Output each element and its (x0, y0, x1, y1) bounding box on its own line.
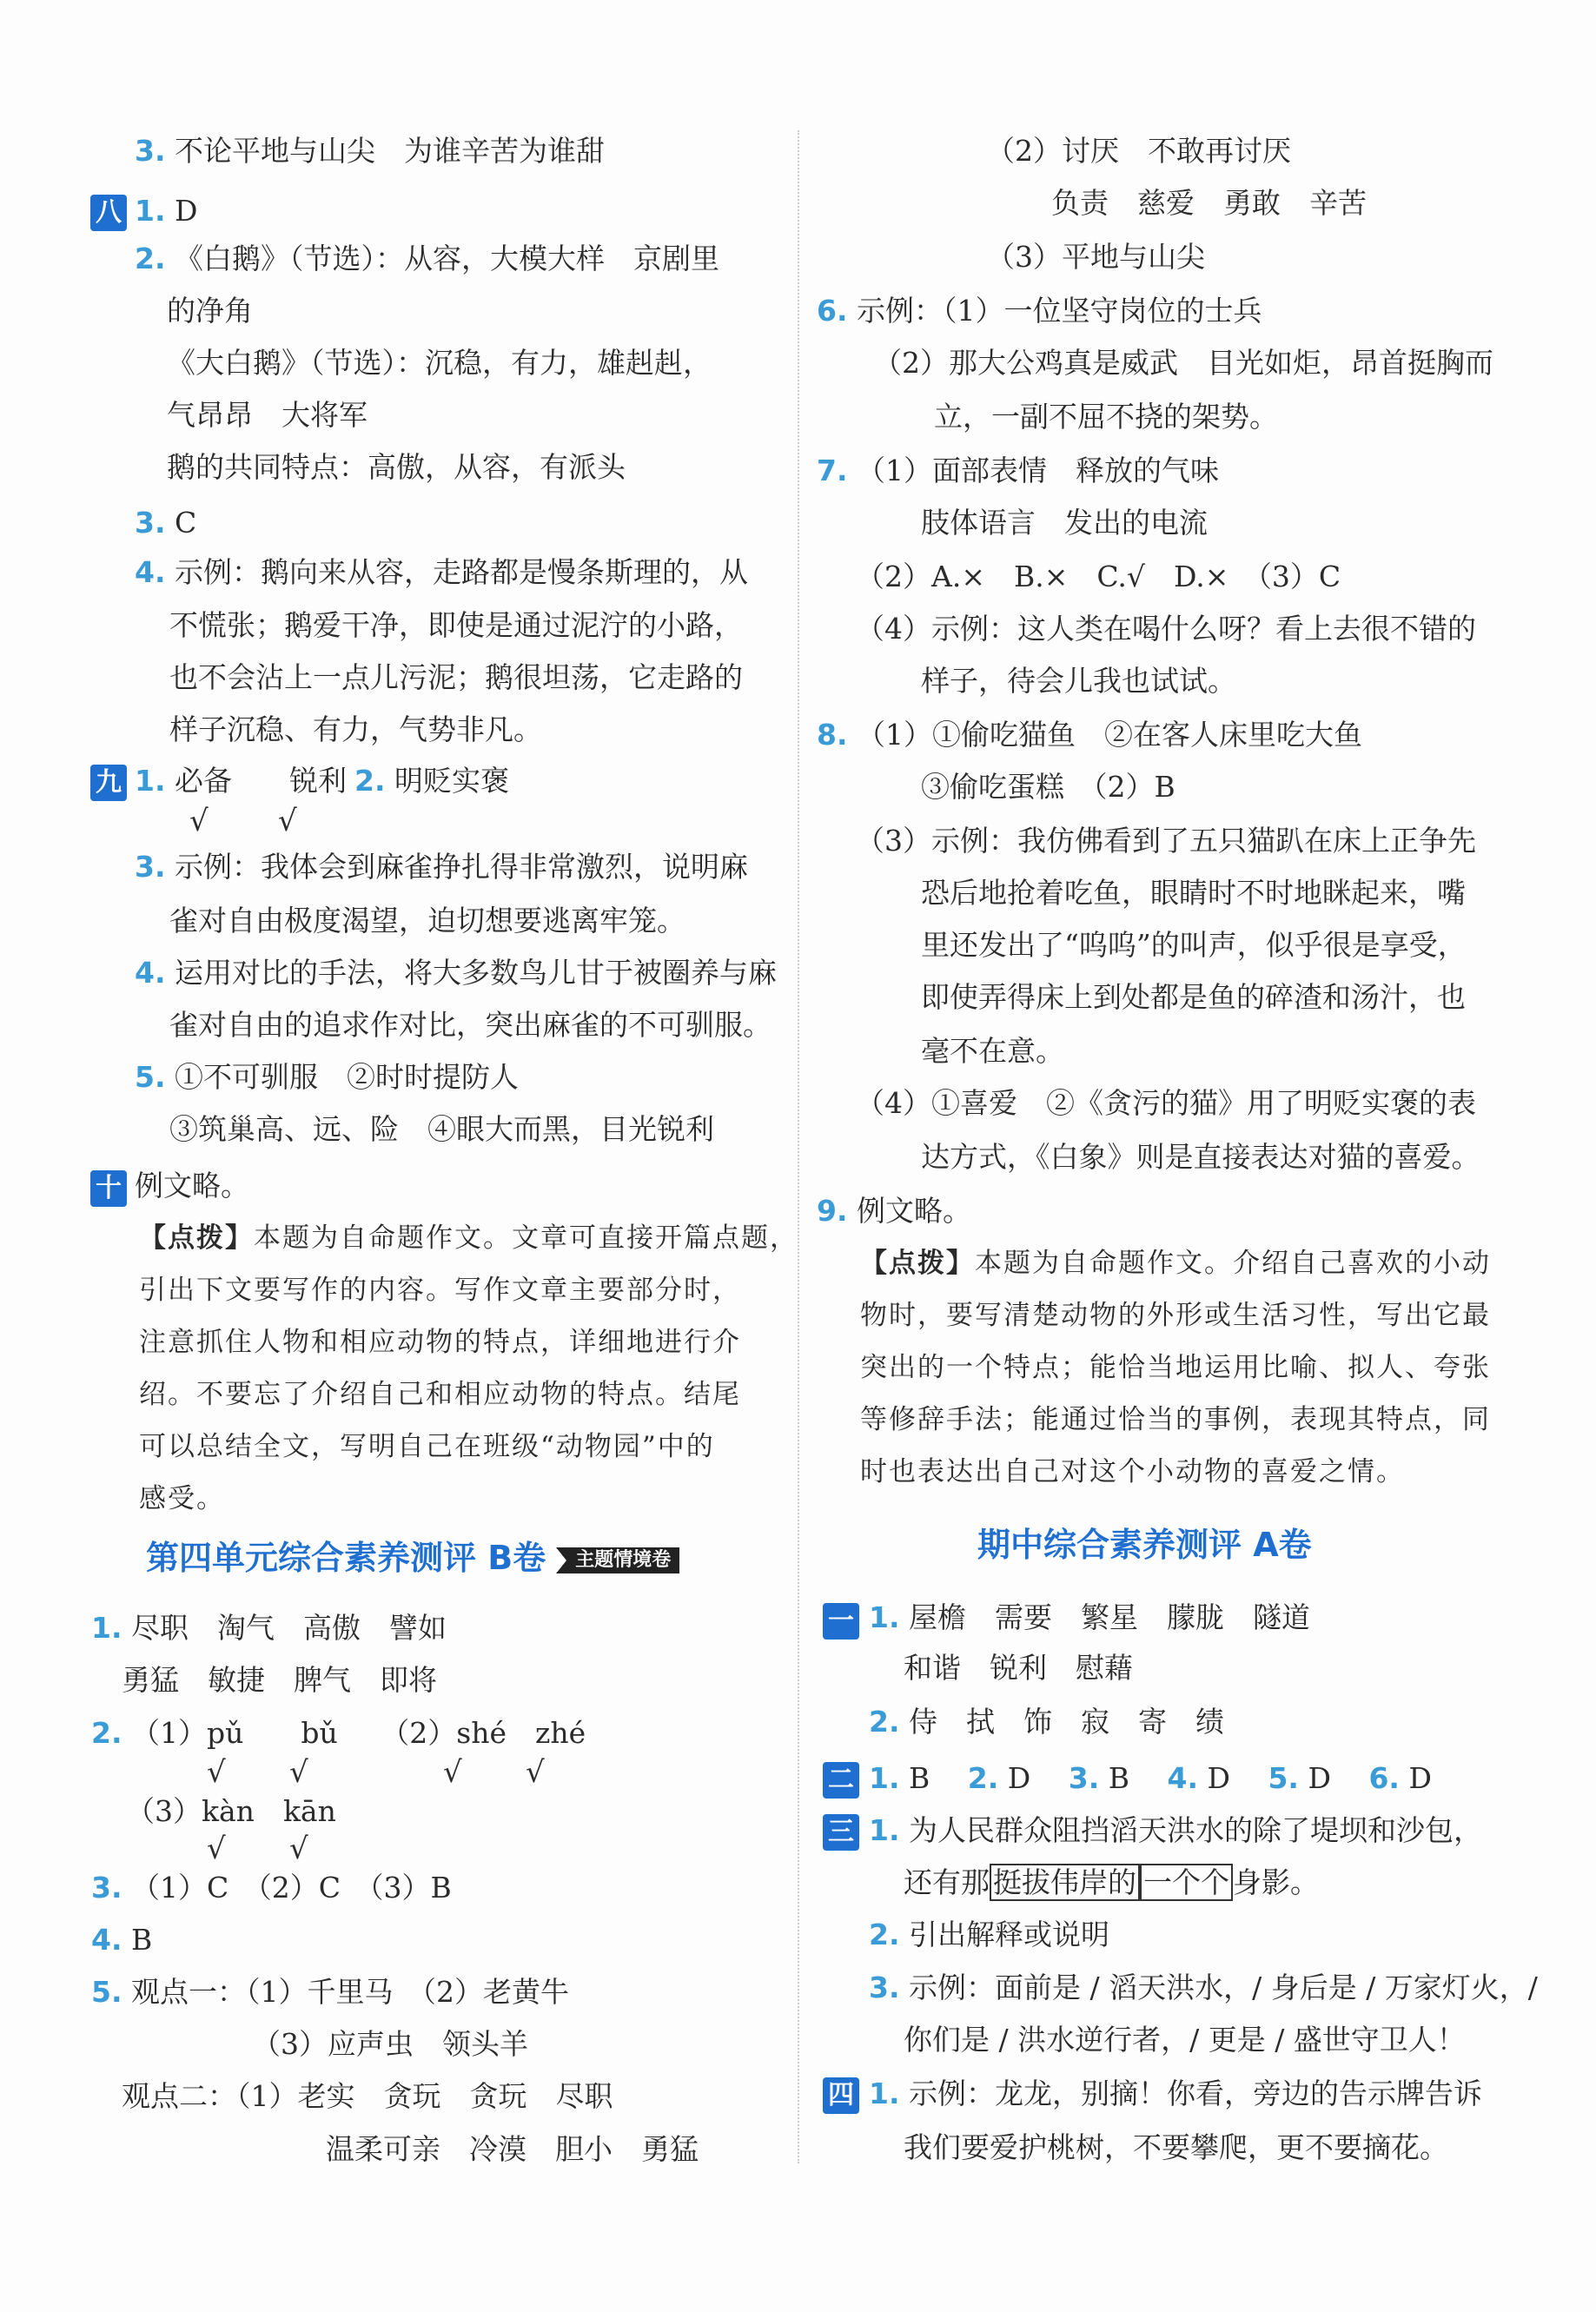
s10-tip-l2: 引出下文要写作的内容。写作文章主要部分时， (139, 1275, 741, 1306)
m-s4-q1-l2: 我们要爱护桃树，不要攀爬，更不要摘花。 (904, 2130, 1448, 2164)
section-badge-4: 四 (823, 2077, 859, 2114)
section-badge-10: 十 (90, 1170, 127, 1207)
r-q6-l1: 6. 示例：（1）一位坚守岗位的士兵 (817, 294, 1262, 328)
s10-tip-l3: 注意抓住人物和相应动物的特点，详细地进行介 (139, 1327, 741, 1358)
midterm-title: 期中综合素养测评 A卷 (977, 1526, 1312, 1564)
r-q8-l3: （3）示例：我仿佛看到了五只猫趴在床上正争先 (856, 824, 1476, 858)
unit4b-title: 第四单元综合素养测评 B卷 主题情境卷 (146, 1536, 679, 1580)
r-q6-l3: 立，一副不屈不挠的架势。 (934, 400, 1278, 434)
s10-tip-l5: 可以总结全文，写明自己在班级“动物园”中的 (139, 1431, 715, 1462)
s10-text: 例文略。 (135, 1169, 249, 1202)
theme-tag: 主题情境卷 (556, 1547, 679, 1573)
m-s1-q1-l1: 1. 屋檐 需要 繁星 朦胧 隧道 (869, 1600, 1310, 1634)
r-q8-l8: （4）①喜爱 ②《贪污的猫》用了明贬实褒的表 (856, 1086, 1476, 1120)
check-mark: √ (278, 804, 297, 838)
check-mark: √ (207, 1755, 226, 1790)
s8-q2-l1: 2. 《白鹅》（节选）：从容，大模大样 京剧里 (135, 242, 719, 275)
u4-q2-row1: 2. （1）pǔ bǔ （2）shé zhé (91, 1716, 586, 1750)
m-s4-q1-l1: 1. 示例：龙龙，别摘！你看，旁边的告示牌告诉 (869, 2077, 1482, 2110)
r-q8-l2: ③偷吃蛋糕 （2）B (921, 770, 1175, 804)
s10-tip-l1: 【点拨】本题为自命题作文。文章可直接开篇点题， (139, 1222, 798, 1254)
s8-q2-l2: 的净角 (167, 294, 253, 328)
s9-q3-l1: 3. 示例：我体会到麻雀挣扎得非常激烈，说明麻 (135, 850, 748, 884)
s8-q4-l3: 也不会沾上一点儿污泥；鹅很坦荡，它走路的 (169, 660, 743, 694)
section-badge-9: 九 (90, 765, 127, 801)
s9-q4-l2: 雀对自由的追求作对比，突出麻雀的不可驯服。 (169, 1008, 772, 1042)
r-q9: 9. 例文略。 (817, 1194, 971, 1228)
r-q8-l9: 达方式，《白象》则是直接表达对猫的喜爱。 (921, 1140, 1480, 1174)
m-s3-q1-l2: 还有那 挺拔伟岸的 一个个 身影。 (904, 1865, 1319, 1899)
m-s1-q1-l2: 和谐 锐利 慰藉 (904, 1651, 1133, 1685)
check-mark: √ (443, 1755, 462, 1790)
r-q9-tip-l5: 时也表达出自己对这个小动物的喜爱之情。 (860, 1456, 1405, 1487)
s8-q2-l3: 《大白鹅》（节选）：沉稳，有力，雄赳赳， (167, 346, 712, 380)
s9-q5-l1: 5. ①不可驯服 ②时时提防人 (135, 1060, 519, 1094)
section-badge-1: 一 (823, 1603, 859, 1640)
section-badge-2: 二 (823, 1762, 859, 1799)
u4-q4: 4. B (91, 1923, 153, 1957)
m-s3-q3-l1: 3. 示例：面前是 / 滔天洪水，/ 身后是 / 万家灯火，/ (869, 1971, 1538, 2004)
u4-q1-l2: 勇猛 敏捷 脾气 即将 (122, 1663, 437, 1697)
s9-q3-l2: 雀对自由极度渴望，迫切想要逃离牢笼。 (169, 904, 685, 937)
u4-q5-l1: 5. 观点一：（1）千里马 （2）老黄牛 (91, 1975, 569, 2009)
r-q8-l7: 毫不在意。 (921, 1034, 1064, 1068)
s7-q3: 3. 不论平地与山尖 为谁辛苦为谁甜 (135, 134, 605, 168)
r-q7-l5: 样子，待会儿我也试试。 (921, 664, 1236, 698)
r-q8-l1: 8. （1）①偷吃猫鱼 ②在客人床里吃大鱼 (817, 718, 1362, 752)
m-s3-q3-l2: 你们是 / 洪水逆行者，/ 更是 / 盛世守卫人！ (904, 2023, 1466, 2057)
s9-q2: 2. 明贬实褒 (354, 764, 509, 798)
r-cont-l3: （3）平地与山尖 (986, 240, 1205, 274)
s8-q2-l5: 鹅的共同特点：高傲，从容，有派头 (167, 450, 626, 484)
s9-q1: 1. 必备 锐利 (135, 764, 347, 798)
s8-q2-l4: 气昂昂 大将军 (167, 398, 368, 432)
s9-q5-l2: ③筑巢高、远、险 ④眼大而黑，目光锐利 (169, 1112, 714, 1146)
r-q7-l3: （2）A.× B.× C.√ D.× （3）C (856, 560, 1341, 593)
m-s2-row: 1. B 2. D 3. B 4. D 5. D 6. D (869, 1761, 1432, 1795)
r-q9-tip-l2: 物时，要写清楚动物的外形或生活习性，写出它最 (860, 1300, 1491, 1331)
r-q7-l1: 7. （1）面部表情 释放的气味 (817, 454, 1219, 487)
s8-q3: 3. C (135, 506, 197, 540)
r-q8-l6: 即使弄得床上到处都是鱼的碎渣和汤汁，也 (921, 980, 1466, 1014)
r-q9-tip-l4: 等修辞手法；能通过恰当的事例，表现其特点，同 (860, 1404, 1491, 1435)
u4-q3: 3. （1）C （2）C （3）B (91, 1871, 452, 1905)
r-q7-l4: （4）示例：这人类在喝什么呀？看上去很不错的 (856, 612, 1476, 646)
column-divider (798, 130, 799, 2163)
r-cont-l1: （2）讨厌 不敢再讨厌 (986, 134, 1291, 168)
s8-q1: 1. D (135, 194, 198, 228)
r-q9-tip-l1: 【点拨】本题为自命题作文。介绍自己喜欢的小动 (860, 1248, 1491, 1279)
check-mark: √ (289, 1832, 308, 1866)
r-q8-l4: 恐后地抢着吃鱼，眼睛时不时地眯起来，嘴 (921, 876, 1466, 910)
section-badge-8: 八 (90, 195, 127, 231)
s8-q4-l4: 样子沉稳、有力，气势非凡。 (169, 712, 542, 746)
r-q9-tip-l3: 突出的一个特点；能恰当地运用比喻、拟人、夸张 (860, 1352, 1491, 1383)
u4-q5-l4: 温柔可亲 冷漠 胆小 勇猛 (326, 2132, 699, 2166)
check-mark: √ (207, 1832, 226, 1866)
r-q8-l5: 里还发出了“呜呜”的叫声，似乎很是享受， (921, 928, 1467, 962)
u4-q2-row2: （3）kàn kān (126, 1794, 336, 1828)
s9-q4-l1: 4. 运用对比的手法，将大多数鸟儿甘于被圈养与麻 (135, 956, 777, 990)
u4-q5-l2: （3）应声虫 领头羊 (252, 2027, 528, 2061)
s10-tip-l4: 绍。不要忘了介绍自己和相应动物的特点。结尾 (139, 1379, 741, 1410)
m-s3-q2: 2. 引出解释或说明 (869, 1918, 1109, 1951)
r-cont-l2: 负责 慈爱 勇敢 辛苦 (1051, 186, 1367, 220)
check-mark: √ (526, 1755, 545, 1790)
r-q6-l2: （2）那大公鸡真是威武 目光如炬，昂首挺胸而 (873, 346, 1493, 380)
u4-q1-l1: 1. 尽职 淘气 高傲 譬如 (91, 1611, 447, 1645)
section-badge-3: 三 (823, 1814, 859, 1851)
m-s1-q2: 2. 侍 拭 饰 寂 寄 绩 (869, 1705, 1224, 1739)
s10-tip-l6: 感受。 (139, 1483, 225, 1514)
check-mark: √ (289, 1755, 308, 1790)
check-mark: √ (189, 804, 209, 838)
r-q7-l2: 肢体语言 发出的电流 (921, 506, 1208, 540)
u4-q5-l3: 观点二：（1）老实 贪玩 贪玩 尽职 (122, 2079, 613, 2113)
s8-q4-l2: 不慌张；鹅爱干净，即使是通过泥泞的小路， (169, 608, 743, 642)
s8-q4-l1: 4. 示例：鹅向来从容，走路都是慢条斯理的，从 (135, 555, 748, 589)
m-s3-q1-l1: 1. 为人民群众阻挡滔天洪水的除了堤坝和沙包， (869, 1813, 1482, 1847)
